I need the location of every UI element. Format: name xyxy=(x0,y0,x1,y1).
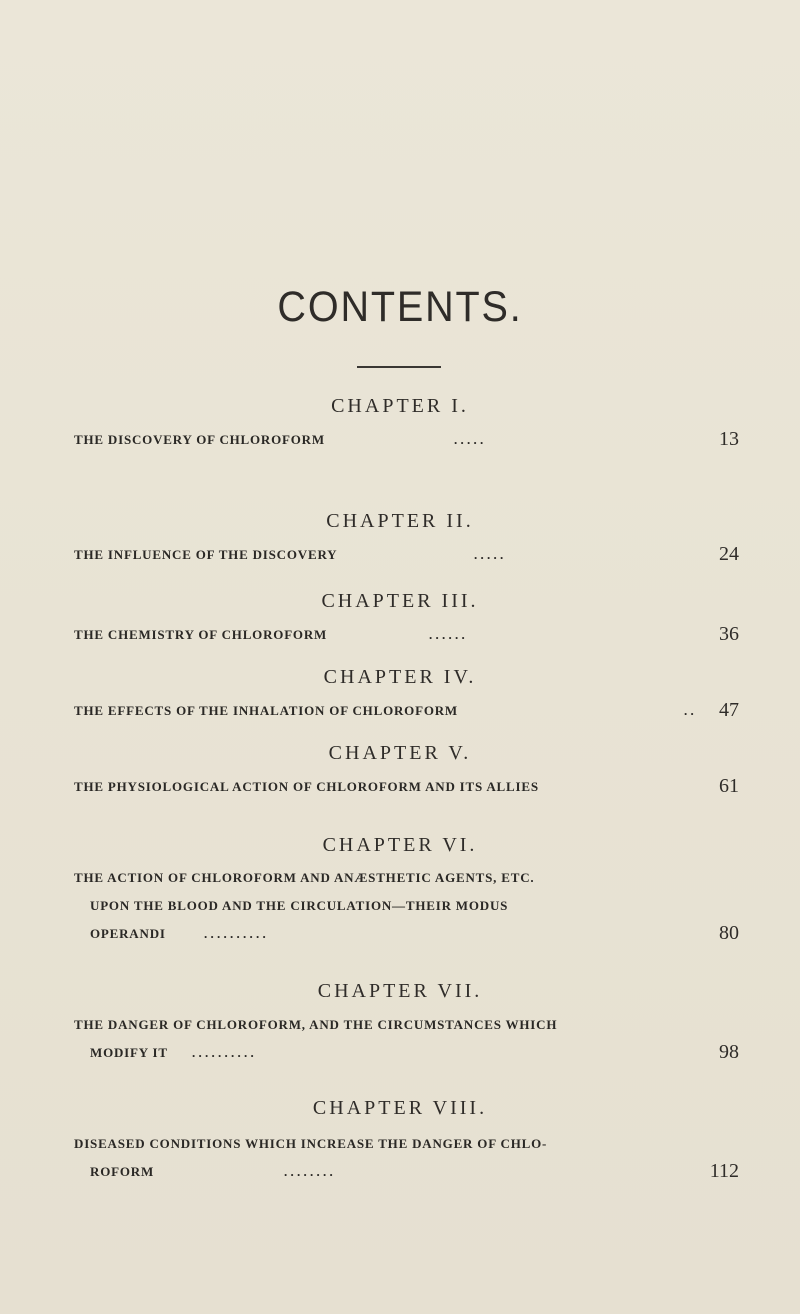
entry-title: THE INFLUENCE OF THE DISCOVERY xyxy=(74,547,338,562)
entry-title: THE DISCOVERY OF CHLOROFORM xyxy=(74,432,325,447)
toc-entry xyxy=(74,1136,739,1192)
dot-leader: . . . . . xyxy=(454,432,484,447)
dot-leader: . . . . . . xyxy=(429,627,465,642)
page-number: 112 xyxy=(709,1160,739,1182)
chapter-heading: CHAPTER V. xyxy=(328,742,472,764)
chapter-heading: CHAPTER II. xyxy=(326,510,474,532)
page-number: 36 xyxy=(719,623,739,645)
dot-leader: . . . . . . . . . . xyxy=(192,1045,254,1060)
page-number: 24 xyxy=(719,543,739,565)
entry-title-line: OPERANDI xyxy=(90,926,166,941)
chapter-heading: CHAPTER III. xyxy=(321,590,479,612)
chapter-heading: CHAPTER VI. xyxy=(322,834,478,856)
toc-entry xyxy=(74,699,739,725)
entry-title: THE CHEMISTRY OF CHLOROFORM xyxy=(74,627,328,642)
entry-title: THE PHYSIOLOGICAL ACTION OF CHLOROFORM AND ITS ALLIES xyxy=(74,779,539,794)
entry-title-line: THE ACTION OF CHLOROFORM AND ANÆSTHETIC AGENTS, ETC. xyxy=(74,870,535,885)
entry-title: THE EFFECTS OF THE INHALATION OF CHLOROFORM xyxy=(74,703,458,718)
entry-title-line: THE DANGER OF CHLOROFORM, AND THE CIRCUMSTANCES WHICH xyxy=(74,1017,558,1032)
dot-leader: . . xyxy=(684,703,694,718)
page-number: 98 xyxy=(719,1041,739,1063)
toc-entry xyxy=(74,428,739,454)
chapter-heading: CHAPTER I. xyxy=(331,395,469,417)
chapter-heading: CHAPTER IV. xyxy=(323,666,477,688)
page-number: 13 xyxy=(719,428,739,450)
page-number: 47 xyxy=(719,699,739,721)
dot-leader: . . . . . . . . . . xyxy=(204,926,266,941)
dot-leader: . . . . . . . . xyxy=(284,1164,333,1179)
entry-title-line: DISEASED CONDITIONS WHICH INCREASE THE DANGER OF CHLO- xyxy=(74,1136,548,1151)
toc-entry xyxy=(74,543,739,569)
dot-leader: . . . . . xyxy=(474,547,504,562)
entry-title-line: UPON THE BLOOD AND THE CIRCULATION—THEIR MODUS xyxy=(90,898,509,913)
entry-title-line: ROFORM xyxy=(90,1164,155,1179)
entry-title-line: MODIFY IT xyxy=(90,1045,168,1060)
toc-entry xyxy=(74,1017,739,1073)
chapter-heading: CHAPTER VII. xyxy=(317,980,483,1002)
page-number: 80 xyxy=(719,922,739,944)
toc-entry xyxy=(74,775,739,801)
toc-entry xyxy=(74,870,739,954)
toc-entry xyxy=(74,623,739,649)
page-title: CONTENTS. xyxy=(277,283,523,331)
title-rule xyxy=(357,366,441,368)
page-number: 61 xyxy=(719,775,739,797)
chapter-heading: CHAPTER VIII. xyxy=(312,1097,488,1119)
